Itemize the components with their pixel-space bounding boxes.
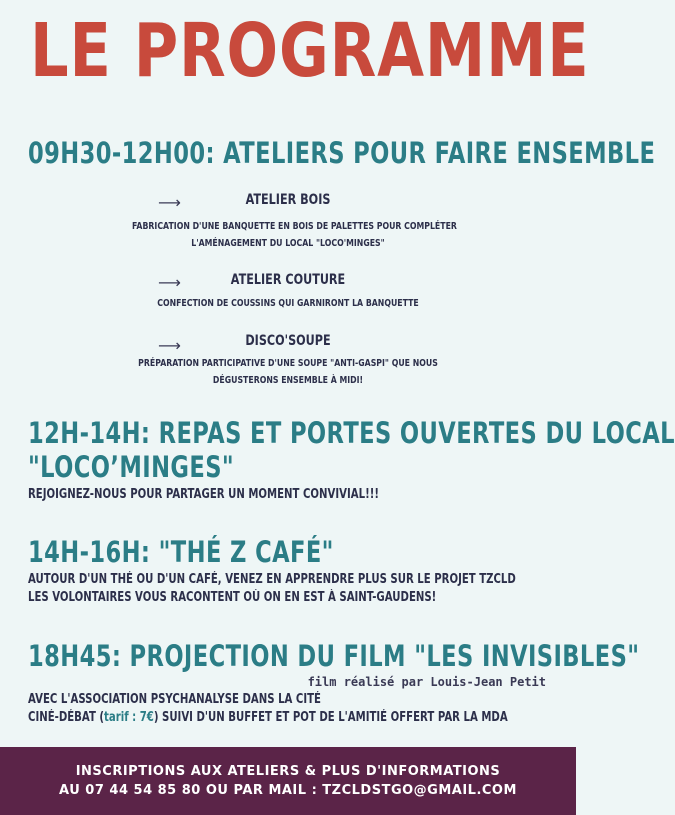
arrow-icon: ⟶: [158, 336, 181, 355]
workshop-title-couture: ATELIER COUTURE: [230, 272, 346, 288]
section-text-line: LES VOLONTAIRES VOUS RACONTENT OÙ ON EN EST À SAINT-GAUDENS!: [28, 590, 437, 605]
film-credit: film réalisé par Louis-Jean Petit: [307, 675, 546, 689]
workshop-desc-line: FABRICATION D'UNE BANQUETTE EN BOIS DE PALETTES POUR COMPLÉTER: [132, 221, 457, 232]
cine-debat-text: CINÉ-DÉBAT (: [28, 710, 105, 725]
section-text-repas: REJOIGNEZ-NOUS POUR PARTAGER UN MOMENT CONVIVIAL!!!: [28, 487, 379, 502]
workshop-desc-line: CONFECTION DE COUSSINS QUI GARNIRONT LA BANQUETTE: [157, 298, 419, 309]
arrow-icon: ⟶: [158, 273, 181, 292]
section-text-line: AUTOUR D'UN THÉ OU D'UN CAFÉ, VENEZ EN APPRENDRE PLUS SUR LE PROJET TZCLD: [28, 572, 516, 587]
buffet-text: ) SUIVI D'UN BUFFET ET POT DE L'AMITIÉ OFFERT PAR LA MDA: [153, 710, 508, 725]
workshop-title-bois: ATELIER BOIS: [245, 192, 331, 208]
tarif-text: tarif : 7€: [104, 710, 154, 725]
section-text-line: [28, 709, 508, 728]
section-heading-the-z-cafe: 14H-16H: "THÉ Z CAFÉ": [28, 535, 334, 569]
footer-contact: AU 07 44 54 85 80 OU PAR MAIL : TZCLDSTGO@GMAIL.COM: [59, 783, 517, 798]
footer-line: INSCRIPTIONS AUX ATELIERS & PLUS D'INFORMATIONS: [75, 763, 501, 779]
section-heading-repas: 12H-14H: REPAS ET PORTES OUVERTES DU LOCAL: [28, 416, 675, 450]
arrow-icon: ⟶: [158, 193, 181, 212]
section-heading-projection: 18H45: PROJECTION DU FILM "LES INVISIBLES": [28, 639, 640, 673]
page-title: LE PROGRAMME: [30, 8, 590, 94]
footer-banner: [0, 747, 576, 815]
workshop-desc-line: PRÉPARATION PARTICIPATIVE D'UNE SOUPE "ANTI-GASPI" QUE NOUS: [138, 358, 438, 369]
section-text-line: AVEC L'ASSOCIATION PSYCHANALYSE DANS LA CITÉ: [28, 692, 321, 707]
workshop-desc-line: L'AMÉNAGEMENT DU LOCAL "LOCO'MINGES": [191, 238, 385, 249]
section-heading-ateliers: 09H30-12H00: ATELIERS POUR FAIRE ENSEMBLE: [28, 136, 656, 170]
section-heading-repas-line2: "LOCO’MINGES": [28, 450, 235, 484]
workshop-desc-line: DÉGUSTERONS ENSEMBLE À MIDI!: [212, 375, 364, 386]
workshop-title-discosoupe: DISCO'SOUPE: [245, 333, 331, 349]
